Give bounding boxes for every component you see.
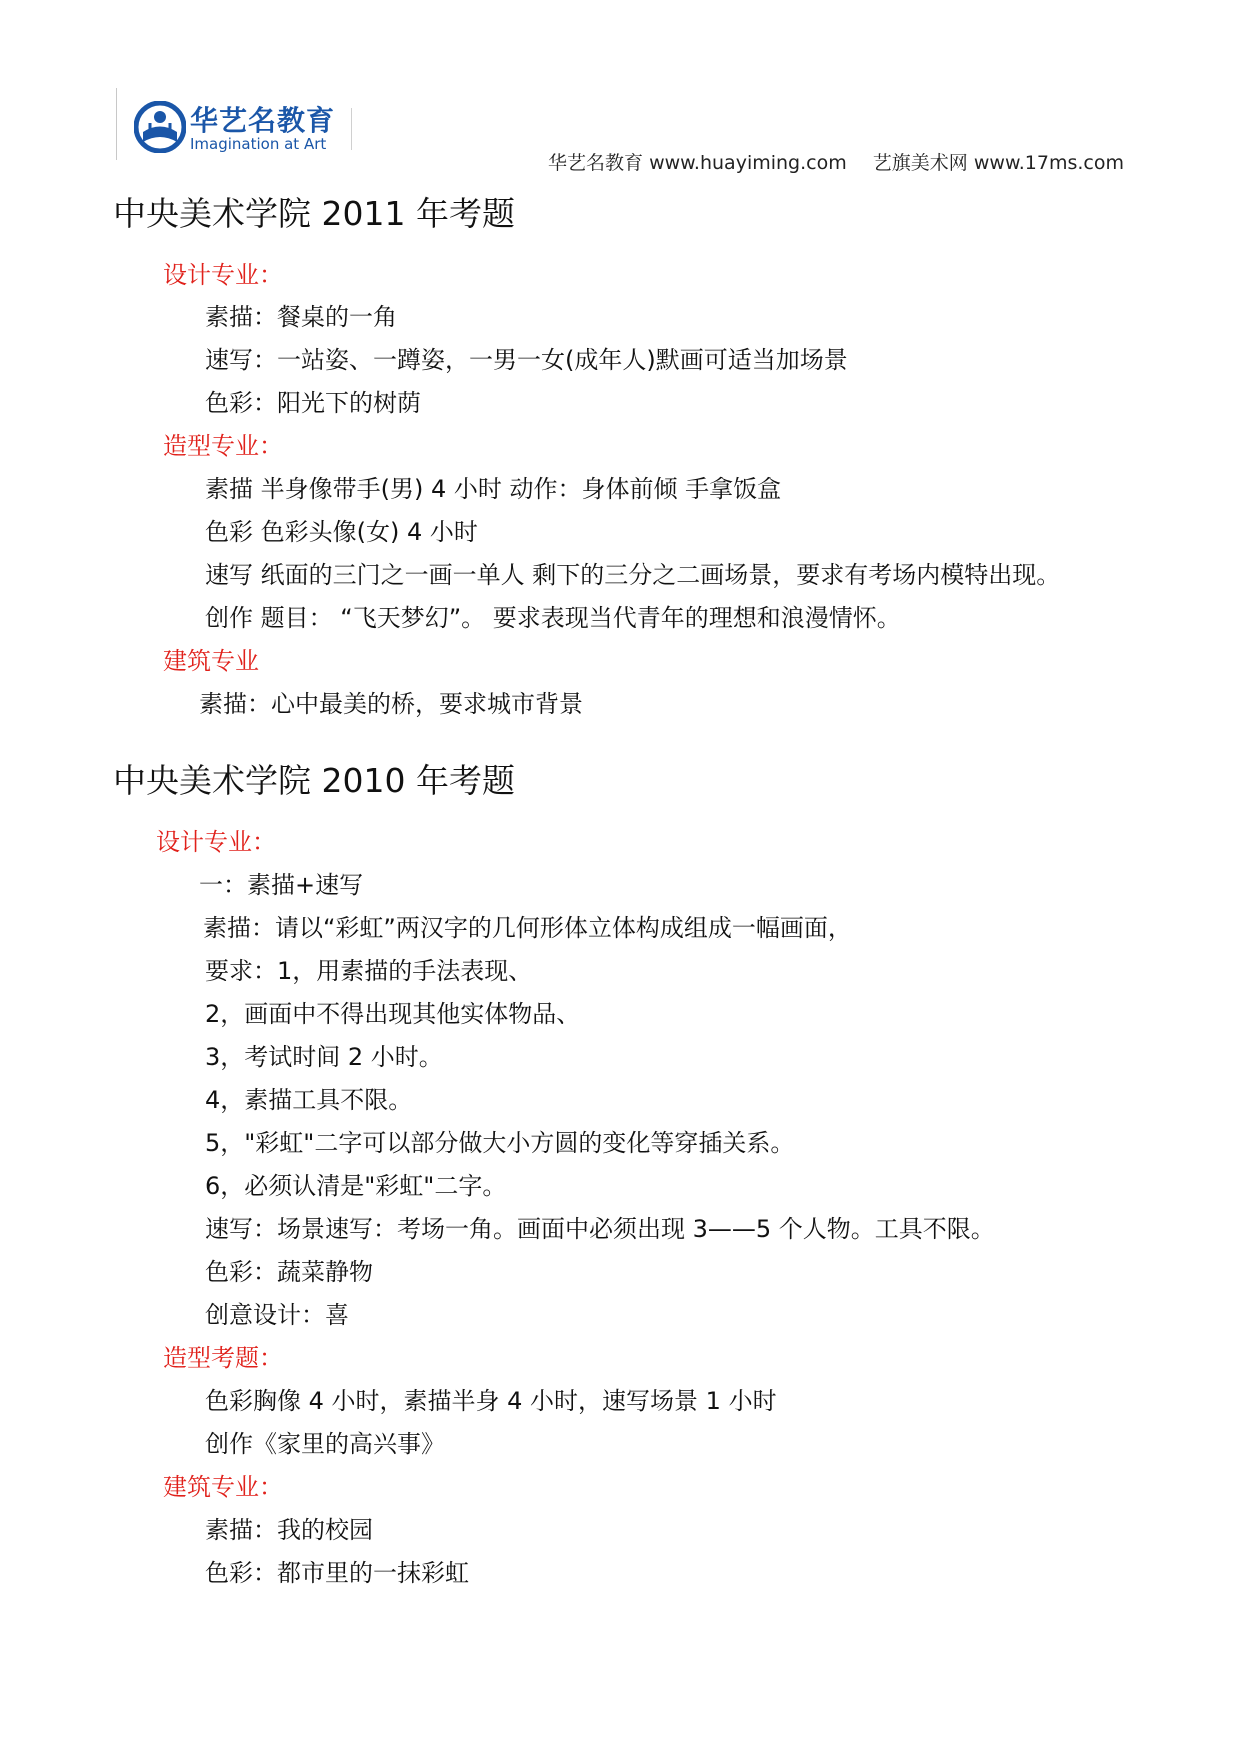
list-item: 色彩胸像 4 小时，素描半身 4 小时，速写场景 1 小时 [205, 1387, 777, 1415]
list-item: 创意设计：喜 [205, 1301, 349, 1329]
list-item: 4，素描工具不限。 [205, 1086, 413, 1114]
header-left-rule [116, 88, 117, 160]
header-sites [548, 148, 1124, 175]
logo-mark-icon [134, 101, 186, 153]
list-item: 素描：心中最美的桥，要求城市背景 [199, 690, 583, 718]
architecture-heading-2010: 建筑专业： [163, 1473, 283, 1501]
list-item: 6，必须认清是"彩虹"二字。 [205, 1172, 507, 1200]
list-item: 创作《家里的高兴事》 [205, 1430, 445, 1458]
list-item: 一：素描+速写 [199, 871, 364, 899]
logo [134, 99, 354, 159]
site1-url[interactable]: www.huayiming.com [649, 152, 847, 174]
list-item: 5，"彩虹"二字可以部分做大小方圆的变化等穿插关系。 [205, 1129, 795, 1157]
site2-url[interactable]: www.17ms.com [973, 152, 1124, 174]
logo-chinese: 华艺名教育 [190, 104, 336, 137]
design-heading-2010: 设计专业： [156, 828, 276, 856]
list-item: 速写：一站姿、一蹲姿，一男一女(成年人)默画可适当加场景 [205, 346, 848, 374]
list-item: 素描：我的校园 [205, 1516, 373, 1544]
list-item: 创作 题目： “飞天梦幻”。 要求表现当代青年的理想和浪漫情怀。 [205, 604, 901, 632]
site1-name: 华艺名教育 [548, 152, 644, 174]
architecture-heading-2011: 建筑专业 [163, 647, 259, 675]
logo-divider [351, 108, 352, 150]
list-item: 速写 纸面的三门之一画一单人 剩下的三分之二画场景，要求有考场内模特出现。 [205, 561, 1061, 589]
logo-english: Imagination at Art [190, 135, 327, 153]
list-item: 速写：场景速写：考场一角。画面中必须出现 3——5 个人物。工具不限。 [205, 1215, 995, 1243]
modeling-heading-2010: 造型考题： [163, 1344, 283, 1372]
list-item: 3，考试时间 2 小时。 [205, 1043, 443, 1071]
list-item: 素描：餐桌的一角 [205, 303, 397, 331]
list-item: 素描：请以“彩虹”两汉字的几何形体立体构成组成一幅画面， [203, 914, 852, 942]
list-item: 2，画面中不得出现其他实体物品、 [205, 1000, 581, 1028]
section-2010-title: 中央美术学院 2010 年考题 [113, 761, 515, 800]
section-2011-title: 中央美术学院 2011 年考题 [113, 194, 515, 233]
list-item: 色彩：蔬菜静物 [205, 1258, 373, 1286]
list-item: 色彩 色彩头像(女) 4 小时 [205, 518, 478, 546]
site2-name: 艺旗美术网 [872, 152, 968, 174]
list-item: 色彩：阳光下的树荫 [205, 389, 421, 417]
list-item: 素描 半身像带手(男) 4 小时 动作：身体前倾 手拿饭盒 [205, 475, 782, 503]
modeling-heading-2011: 造型专业： [163, 432, 283, 460]
design-heading-2011: 设计专业： [163, 261, 283, 289]
list-item: 色彩：都市里的一抹彩虹 [205, 1559, 469, 1587]
list-item: 要求：1，用素描的手法表现、 [205, 957, 533, 985]
